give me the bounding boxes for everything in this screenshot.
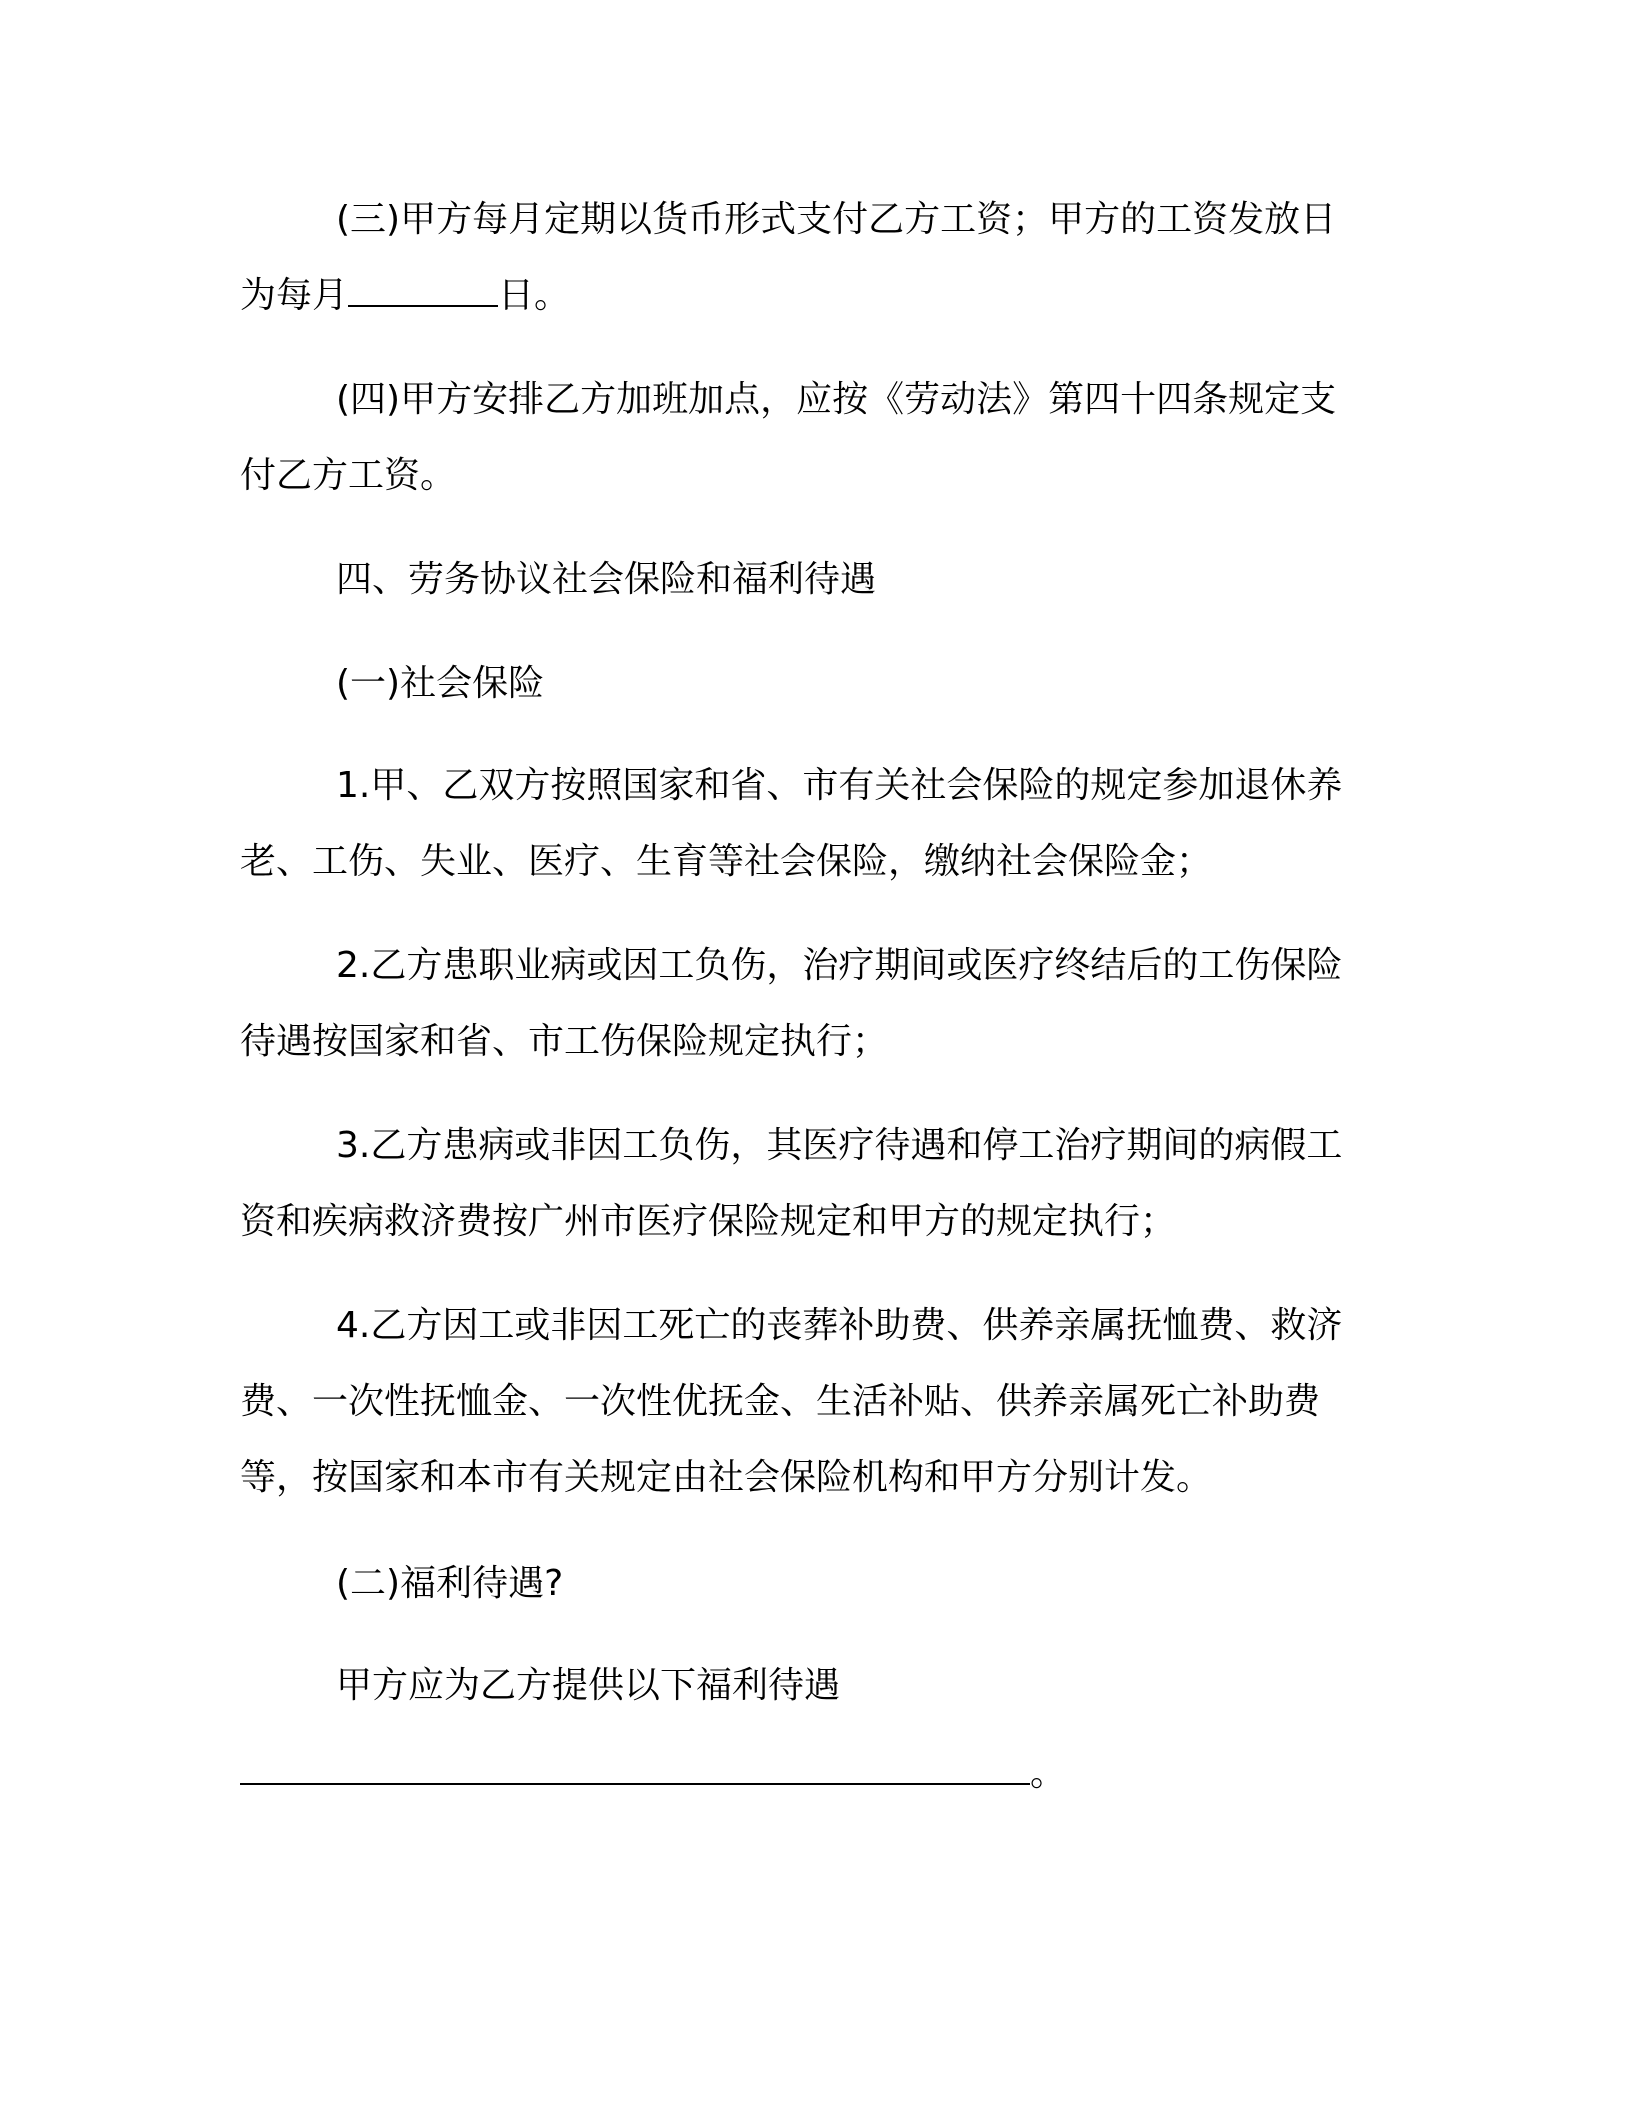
payday-blank <box>348 275 498 307</box>
list-item-insurance-3 <box>240 1108 1360 1260</box>
paragraph-wage-payment-end: 日。 <box>498 275 571 316</box>
paragraph-benefits-text: 甲方应为乙方提供以下福利待遇 <box>336 1665 841 1706</box>
list-item-insurance-4-text: 4.乙方因工或非因工死亡的丧葬补助费、供养亲属抚恤费、救济费、一次性抚恤金、一次性优抚金、生活补贴、供养亲属死亡补助费等，按国家和本市有关规定由社会保险机构和甲方分别计发。 <box>240 1305 1343 1498</box>
benefits-blank-end: 。 <box>1030 1753 1067 1794</box>
list-item-insurance-1 <box>240 748 1360 900</box>
benefits-blank <box>240 1753 1030 1785</box>
list-item-insurance-2 <box>240 928 1360 1080</box>
paragraph-benefits <box>240 1648 1360 1724</box>
list-item-insurance-1-text: 1.甲、乙双方按照国家和省、市有关社会保险的规定参加退休养老、工伤、失业、医疗、生育等社会保险，缴纳社会保险金； <box>240 765 1343 882</box>
subheading-social-insurance-text: (一)社会保险 <box>336 663 545 704</box>
paragraph-overtime <box>240 362 1360 514</box>
subheading-social-insurance <box>240 646 1360 722</box>
paragraph-wage-payment <box>240 182 1360 334</box>
subheading-welfare <box>240 1546 1360 1622</box>
list-item-insurance-3-text: 3.乙方患病或非因工负伤，其医疗待遇和停工治疗期间的病假工资和疾病救济费按广州市医疗保险规定和甲方的规定执行； <box>240 1125 1343 1242</box>
section-heading-text: 四、劳务协议社会保险和福利待遇 <box>336 559 877 600</box>
benefits-blank-line <box>240 1744 1066 1804</box>
list-item-insurance-2-text: 2.乙方患职业病或因工负伤，治疗期间或医疗终结后的工伤保险待遇按国家和省、市工伤保险规定执行； <box>240 945 1343 1062</box>
list-item-insurance-4 <box>240 1288 1360 1516</box>
paragraph-overtime-text: (四)甲方安排乙方加班加点，应按《劳动法》第四十四条规定支付乙方工资。 <box>240 379 1337 496</box>
paragraph-wage-payment-text: (三)甲方每月定期以货币形式支付乙方工资；甲方的工资发放日为每月 <box>240 199 1337 316</box>
subheading-welfare-text: (二)福利待遇? <box>336 1563 564 1604</box>
section-heading-insurance-welfare <box>240 542 1360 618</box>
